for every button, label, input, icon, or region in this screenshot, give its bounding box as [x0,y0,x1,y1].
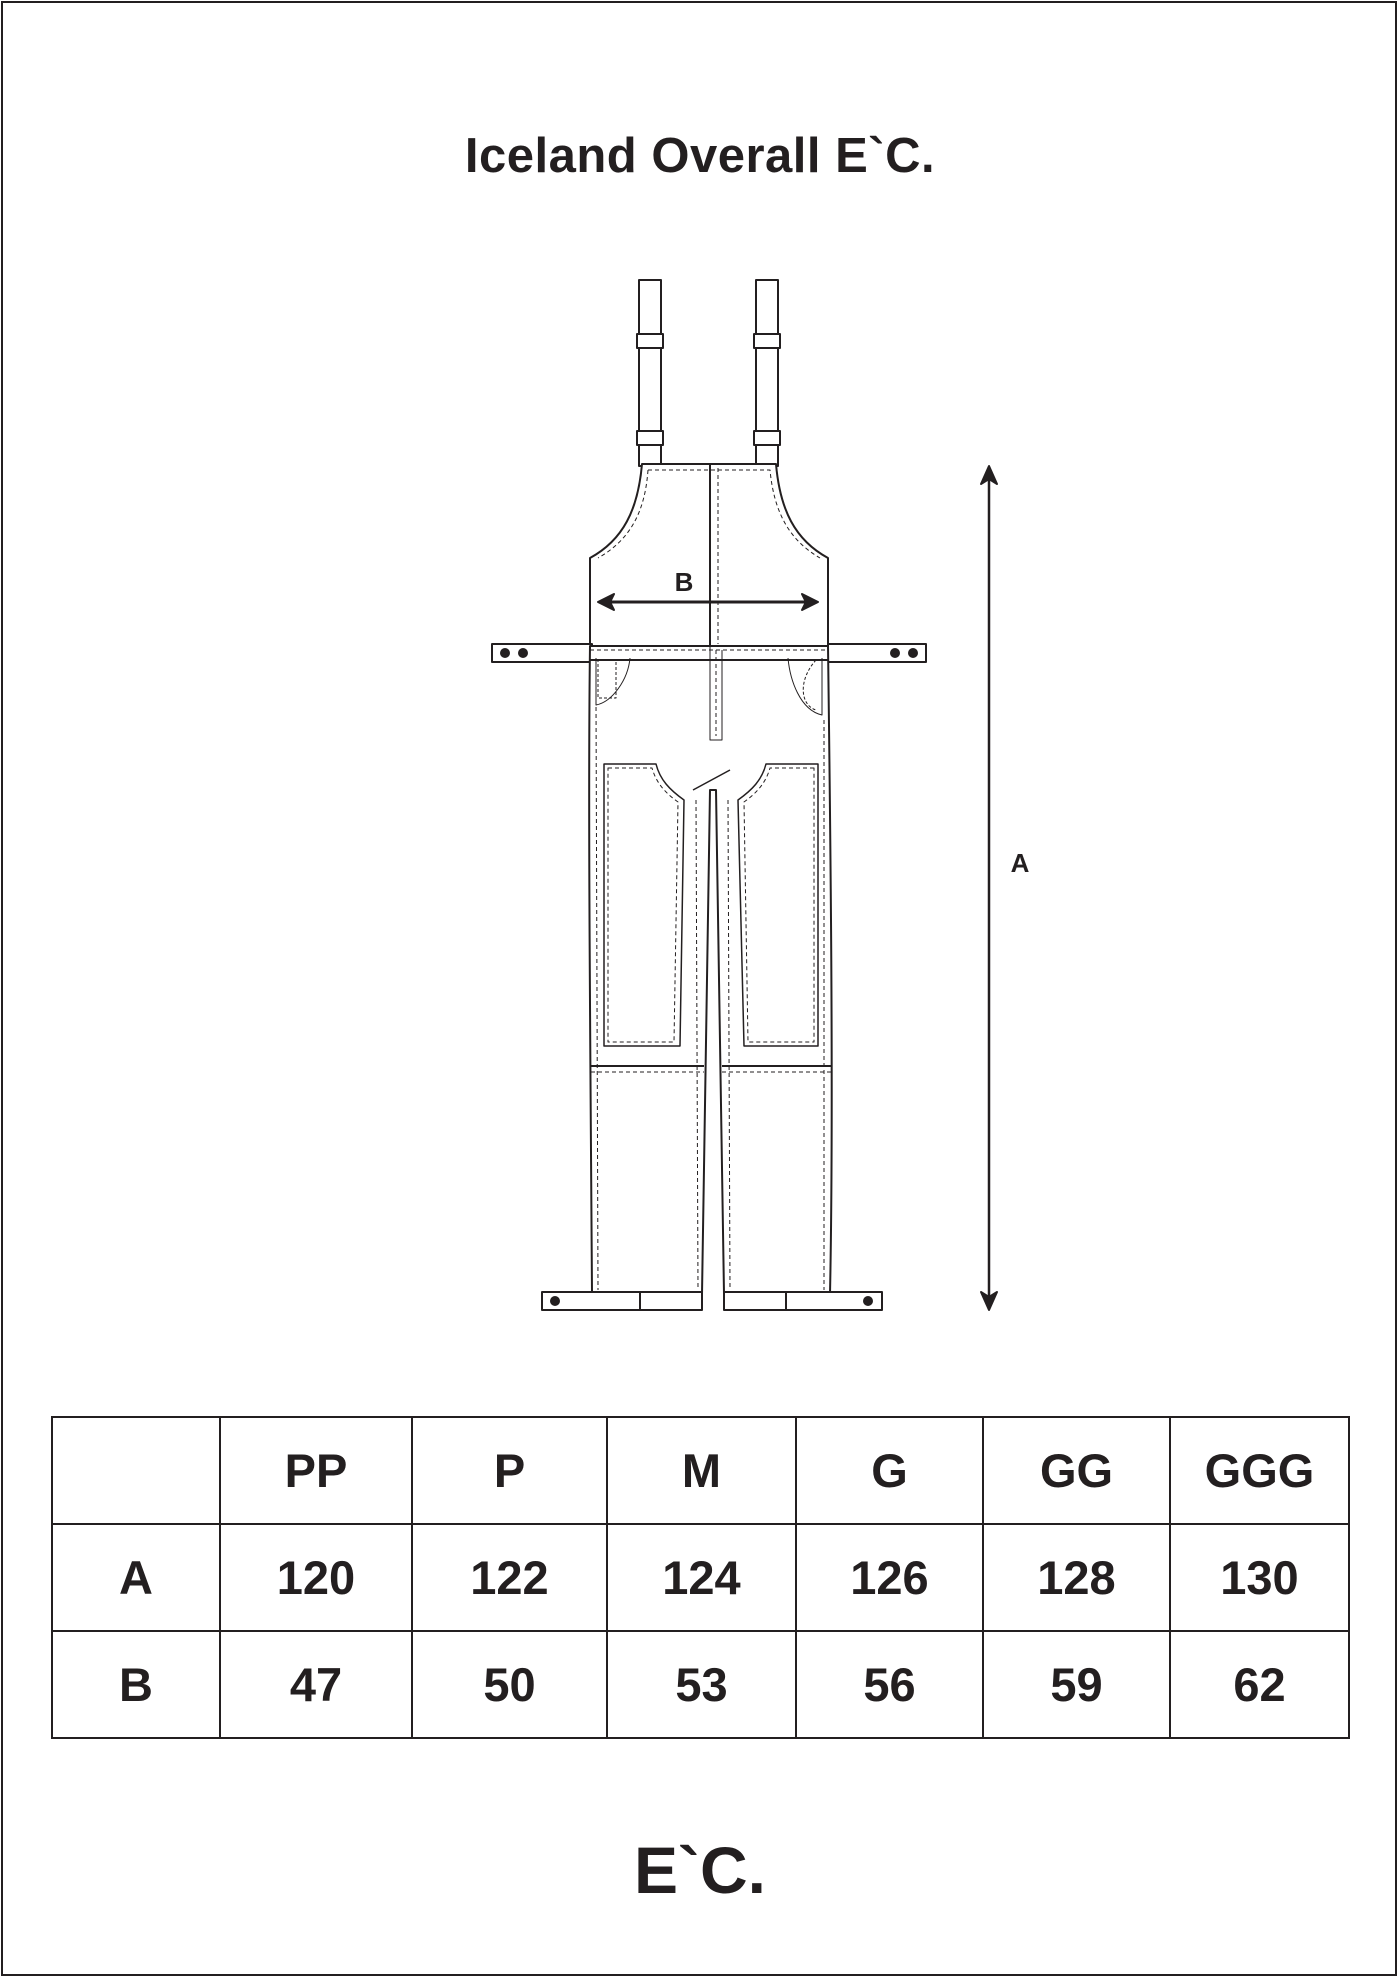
size-header-ggg: GGG [1170,1417,1349,1524]
size-header-m: M [607,1417,796,1524]
table-row [52,1631,1349,1738]
cell-a-pp: 120 [220,1524,412,1631]
cell-b-p: 50 [412,1631,607,1738]
page-title: Iceland Overall E`C. [464,129,936,183]
cell-b-ggg: 62 [1170,1631,1349,1738]
size-header-gg: GG [983,1417,1170,1524]
cell-b-g: 56 [796,1631,983,1738]
cell-a-g: 126 [796,1524,983,1631]
cell-b-m: 53 [607,1631,796,1738]
row-label-a: A [52,1524,220,1631]
shoulder-straps [637,280,780,466]
size-chart-table [51,1416,1350,1739]
dimension-a-arrow [981,466,997,1310]
trousers [589,646,832,1294]
size-header-g: G [796,1417,983,1524]
dimension-b-label: B [674,567,694,597]
table-row [52,1524,1349,1631]
bib [590,464,828,646]
hem-tabs [542,1292,882,1310]
row-label-b: B [52,1631,220,1738]
table-corner-cell [52,1417,220,1524]
cell-a-gg: 128 [983,1524,1170,1631]
footer-logo: E`C. [634,1833,766,1907]
cell-a-ggg: 130 [1170,1524,1349,1631]
cell-a-m: 124 [607,1524,796,1631]
size-header-p: P [412,1417,607,1524]
cell-a-p: 122 [412,1524,607,1631]
cell-b-pp: 47 [220,1631,412,1738]
cell-b-gg: 59 [983,1631,1170,1738]
size-header-pp: PP [220,1417,412,1524]
table-header-row [52,1417,1349,1524]
dimension-a-label: A [1010,848,1030,878]
